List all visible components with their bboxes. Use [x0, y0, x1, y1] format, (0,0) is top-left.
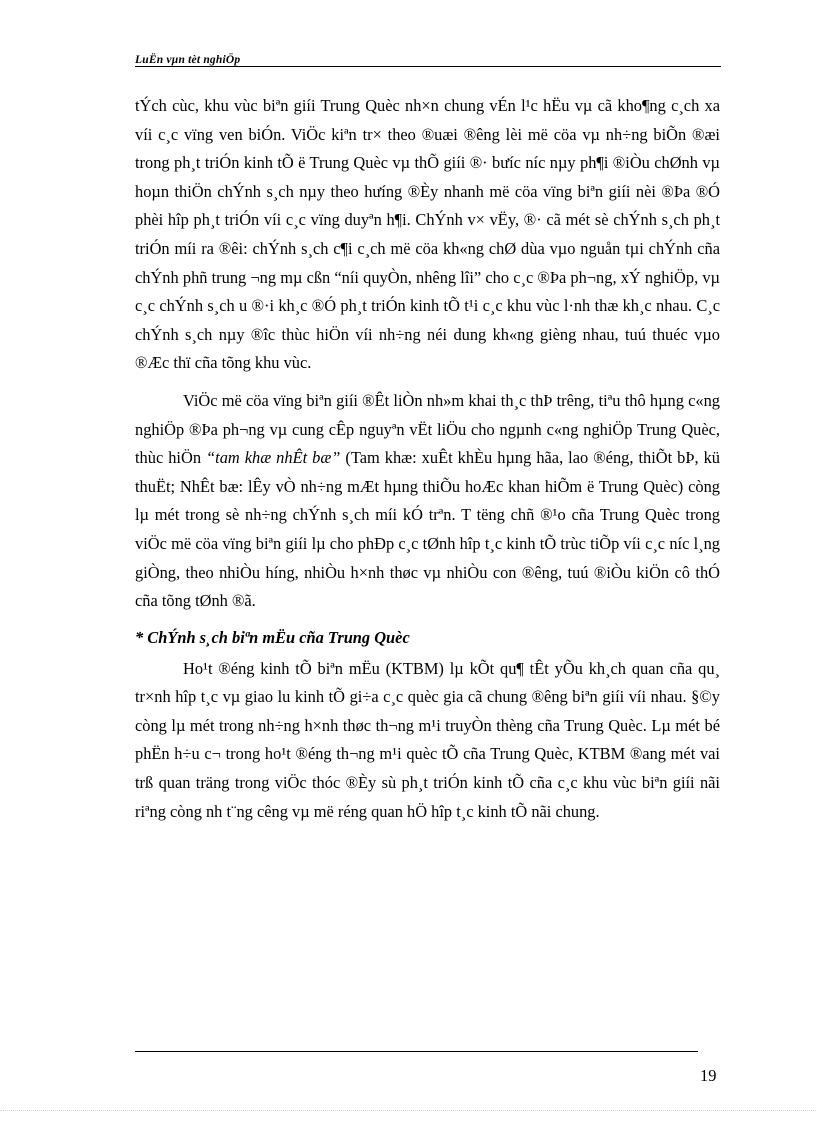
- paragraph-2-text-a: ViÖc më cöa vïng biªn giíi ®Êt liÒn nh»m khai th¸c thÞ trêng, tiªu thô hµng c«ng nghiÖp ®Þa ph¬ng vµ cung cÊp nguyªn vËt liÖu cho ngµnh c«ng nghiÖp Trung Quèc, thùc hiÖn: [135, 390, 720, 468]
- body-paragraph-2: [135, 387, 720, 616]
- quoted-term: “tam khæ nhÊt bæ”: [206, 448, 341, 468]
- header-title: LuËn vµn tèt nghiÖp: [135, 54, 241, 66]
- page-body: [135, 92, 720, 826]
- body-paragraph-1: tÝch cùc, khu vùc biªn giíi Trung Quèc nh×n chung vÉn l¹c hËu vµ cã kho¶ng c¸ch xa víi c¸c vïng ven biÓn. ViÖc kiªn tr× theo ®uæi ®êng lèi më cöa vµ nh÷ng biÕn ®æi trong ph¸t triÓn kinh tÕ ë Trung Quèc vµ thÕ giíi ®· bưíc níc nµy ph¶i ®iÒu chØnh vµ hoµn thiÖn chÝnh s¸ch nµy theo hưíng ®Èy nhanh më cöa vïng biªn giíi nèi ®Þa ®Ó phèi hîp ph¸t triÓn víi c¸c vïng duyªn h¶i. ChÝnh v× vËy, ®· cã mét sè chÝnh s¸ch ph¸t triÓn míi ra ®êi: chÝnh s¸ch c¶i c¸ch më cöa kh«ng chØ dùa vµo nguån tµi chÝnh cña chÝnh phñ trung ¬ng mµ cßn “níi quyÒn, nhêng lîi” cho c¸c ®Þa ph¬ng, xÝ nghiÖp, vµ c¸c chÝnh s¸ch u ®·i kh¸c ®Ó ph¸t triÓn kinh tÕ t¹i c¸c khu vùc l·nh thæ kh¸c nhau. C¸c chÝnh s¸ch nµy ®îc thùc hiÖn víi nh÷ng néi dung kh«ng gièng nhau, tuú thuéc vµo ®Æc thï cña tõng khu vùc.: [135, 96, 720, 373]
- paragraph-2-text-b: (Tam khæ: xuÊt khÈu hµng hãa, lao ®éng, thiÕt bÞ, kü thuËt; NhÊt bæ: lÊy vÒ nh÷ng mÆt hµng thiÕu hoÆc khan hiÕm ë Trung Quèc) còng lµ mét trong sè nh÷ng chÝnh s¸ch míi kÓ trªn. T tëng chñ ®¹o cña Trung Quèc trong viÖc më cöa vïng biªn giíi lµ cho phÐp c¸c tØnh hîp t¸c kinh tÕ trùc tiÕp víi c¸c níc l¸ng giÒng, theo nhiÒu híng, nhiÒu h×nh thøc vµ nhiÒu con ®êng, tuú ®iÒu kiÖn cô thÓ cña tõng tØnh ®ã.: [135, 448, 720, 611]
- page-number: 19: [700, 1066, 717, 1085]
- body-paragraph-3: Ho¹t ®éng kinh tÕ biªn mËu (KTBM) lµ kÕt qu¶ tÊt yÕu kh¸ch quan cña qu¸ tr×nh hîp t¸c vµ giao lu kinh tÕ gi÷a c¸c quèc gia cã chung ®êng biªn giíi víi nhau. §©y còng lµ mét trong nh÷ng h×nh thøc th¬ng m¹i truyÒn thèng cña Trung Quèc. Lµ mét bé phËn h÷u c¬ trong ho¹t ®éng th¬ng m¹i quèc tÕ cña Trung Quèc, KTBM ®ang mét vai trß quan träng trong viÖc thóc ®Èy sù ph¸t triÓn kinh tÕ cña c¸c khu vùc biªn giíi nãi riªng còng nh t¨ng cêng vµ më réng quan hÖ hîp t¸c kinh tÕ nãi chung.: [135, 658, 720, 821]
- page-edge-dots: [0, 1110, 816, 1111]
- section-heading: * ChÝnh s¸ch biªn mËu cña Trung Quèc: [135, 627, 410, 647]
- header-rule: [135, 66, 721, 67]
- footer-rule: [135, 1051, 698, 1052]
